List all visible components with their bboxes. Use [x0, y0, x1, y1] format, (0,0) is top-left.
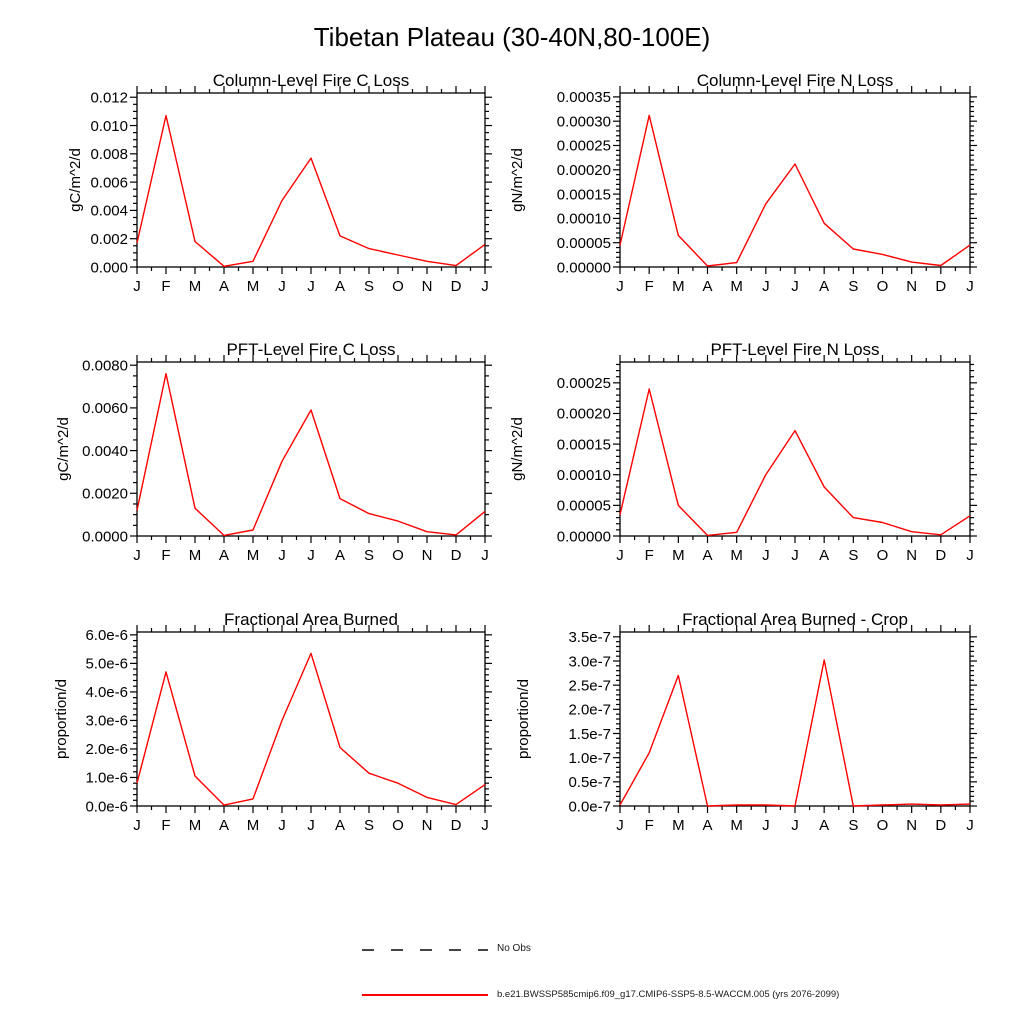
- x-tick-label: J: [791, 817, 799, 834]
- y-tick-label: 0.0060: [82, 400, 128, 418]
- y-tick-label: 0.0020: [82, 485, 128, 503]
- x-tick-label: J: [966, 817, 974, 834]
- x-tick-label: S: [848, 278, 859, 295]
- x-tick-label: D: [935, 278, 947, 295]
- plot-frame: [620, 93, 970, 267]
- x-tick-label: S: [848, 547, 859, 564]
- x-tick-label: J: [762, 278, 770, 295]
- y-tick-label: 0.0000: [82, 528, 128, 546]
- x-tick-label: A: [819, 547, 830, 564]
- x-tick-label: D: [450, 547, 462, 564]
- y-tick-label: 0.004: [90, 202, 128, 220]
- legend-no-obs-label: No Obs: [497, 943, 531, 954]
- x-tick-label: M: [730, 817, 743, 834]
- x-tick-label: J: [481, 547, 489, 564]
- x-tick-label: S: [848, 817, 859, 834]
- data-line: [137, 374, 485, 536]
- y-tick-label: 0.00015: [556, 186, 611, 204]
- y-tick-label: 3.5e-7: [568, 629, 611, 647]
- x-tick-label: M: [672, 547, 685, 564]
- y-tick-label: 0.00025: [556, 137, 611, 155]
- chart-pft-level-fire-c-loss: [55, 340, 492, 564]
- y-tick-label: 0.00005: [556, 497, 611, 515]
- x-tick-label: M: [672, 278, 685, 295]
- x-tick-label: F: [644, 817, 654, 834]
- subplot-title: Fractional Area Burned - Crop: [682, 610, 908, 629]
- y-tick-label: 5.0e-6: [85, 655, 128, 673]
- x-tick-label: A: [819, 817, 830, 834]
- data-line: [620, 389, 970, 535]
- y-axis-label: gC/m^2/d: [55, 417, 72, 481]
- y-tick-label: 0.00005: [556, 234, 611, 252]
- x-tick-label: J: [278, 817, 286, 834]
- data-line: [137, 653, 485, 805]
- y-tick-label: 0.012: [90, 89, 128, 107]
- legend-model-label: b.e21.BWSSP585cmip6.f09_g17.CMIP6-SSP5-8.5-WACCM.005 (yrs 2076-2099): [497, 989, 840, 1000]
- y-tick-label: 2.5e-7: [568, 677, 611, 695]
- x-tick-label: J: [966, 547, 974, 564]
- chart-fractional-area-burned-crop: [515, 610, 977, 834]
- x-tick-label: A: [218, 278, 230, 295]
- legend-model-line: [362, 994, 488, 996]
- x-tick-label: M: [730, 547, 743, 564]
- y-tick-label: 0.000: [90, 259, 128, 277]
- x-tick-label: M: [188, 547, 202, 564]
- x-tick-label: N: [421, 278, 433, 295]
- y-axis-label: proportion/d: [515, 678, 532, 760]
- x-tick-label: J: [762, 547, 770, 564]
- x-tick-label: A: [218, 547, 230, 564]
- x-tick-label: D: [450, 278, 462, 295]
- x-tick-label: M: [730, 278, 743, 295]
- y-tick-label: 0.0e-6: [85, 798, 128, 816]
- x-tick-label: O: [392, 817, 404, 834]
- x-tick-label: N: [421, 817, 433, 834]
- x-tick-label: A: [702, 817, 713, 834]
- y-tick-label: 0.00020: [556, 405, 611, 423]
- x-tick-label: A: [218, 817, 230, 834]
- x-tick-label: J: [762, 817, 770, 834]
- x-tick-label: A: [334, 547, 346, 564]
- y-tick-label: 4.0e-6: [85, 684, 128, 702]
- x-tick-label: J: [481, 817, 489, 834]
- plot-frame: [137, 632, 485, 806]
- x-tick-label: S: [363, 278, 375, 295]
- x-tick-label: J: [307, 817, 315, 834]
- y-tick-label: 0.002: [90, 230, 128, 248]
- x-tick-label: J: [133, 817, 141, 834]
- x-tick-label: J: [616, 278, 624, 295]
- x-tick-label: M: [246, 817, 260, 834]
- x-tick-label: J: [133, 547, 141, 564]
- x-tick-label: F: [161, 817, 171, 834]
- x-tick-label: J: [481, 278, 489, 295]
- x-tick-label: A: [819, 278, 830, 295]
- x-tick-label: N: [906, 817, 918, 834]
- y-tick-label: 0.00015: [556, 436, 611, 454]
- y-tick-label: 0.5e-7: [568, 774, 611, 792]
- x-tick-label: O: [392, 278, 404, 295]
- x-tick-label: N: [906, 547, 918, 564]
- y-tick-label: 3.0e-6: [85, 712, 128, 730]
- plot-frame: [137, 93, 485, 267]
- x-tick-label: O: [876, 278, 889, 295]
- x-tick-label: D: [935, 817, 947, 834]
- y-tick-label: 0.00000: [556, 259, 611, 277]
- x-tick-label: S: [363, 817, 375, 834]
- y-axis-label: gN/m^2/d: [509, 417, 526, 481]
- y-tick-label: 0.00020: [556, 162, 611, 180]
- y-tick-label: 1.0e-7: [568, 749, 611, 767]
- y-tick-label: 3.0e-7: [568, 653, 611, 671]
- y-tick-label: 0.00000: [556, 528, 611, 546]
- x-tick-label: J: [966, 278, 974, 295]
- x-tick-label: O: [876, 547, 889, 564]
- data-line: [620, 115, 970, 266]
- x-tick-label: J: [791, 278, 799, 295]
- x-tick-label: O: [876, 817, 889, 834]
- x-tick-label: A: [334, 817, 346, 834]
- chart-column-level-fire-c-loss: [67, 71, 492, 295]
- x-tick-label: J: [278, 278, 286, 295]
- chart-pft-level-fire-n-loss: [509, 340, 977, 564]
- x-tick-label: F: [161, 547, 171, 564]
- x-tick-label: O: [392, 547, 404, 564]
- y-axis-label: gC/m^2/d: [67, 148, 84, 212]
- y-tick-label: 0.00010: [556, 466, 611, 484]
- x-tick-label: A: [702, 278, 713, 295]
- x-tick-label: J: [616, 547, 624, 564]
- y-tick-label: 0.008: [90, 146, 128, 164]
- x-tick-label: N: [906, 278, 918, 295]
- x-tick-label: J: [278, 547, 286, 564]
- y-tick-label: 1.0e-6: [85, 769, 128, 787]
- y-tick-label: 0.006: [90, 174, 128, 192]
- chart-fractional-area-burned: [53, 610, 492, 834]
- x-tick-label: D: [935, 547, 947, 564]
- y-tick-label: 2.0e-6: [85, 741, 128, 759]
- x-tick-label: M: [246, 278, 260, 295]
- x-tick-label: A: [334, 278, 346, 295]
- x-tick-label: M: [672, 817, 685, 834]
- legend-no-obs-line: [362, 949, 488, 951]
- subplot-title: PFT-Level Fire N Loss: [710, 340, 880, 359]
- subplot-title: PFT-Level Fire C Loss: [226, 340, 396, 359]
- x-tick-label: N: [421, 547, 433, 564]
- x-tick-label: S: [363, 547, 375, 564]
- plot-frame: [620, 632, 970, 806]
- y-axis-label: gN/m^2/d: [509, 148, 526, 212]
- x-tick-label: J: [791, 547, 799, 564]
- y-tick-label: 0.0040: [82, 442, 128, 460]
- plot-frame: [137, 362, 485, 536]
- y-tick-label: 0.0e-7: [568, 798, 611, 816]
- y-tick-label: 0.010: [90, 117, 128, 135]
- subplot-title: Column-Level Fire C Loss: [212, 71, 410, 90]
- x-tick-label: F: [644, 547, 654, 564]
- x-tick-label: J: [307, 278, 315, 295]
- y-tick-label: 0.00030: [556, 113, 611, 131]
- x-tick-label: J: [133, 278, 141, 295]
- y-axis-label: proportion/d: [53, 678, 70, 760]
- y-tick-label: 2.0e-7: [568, 701, 611, 719]
- y-tick-label: 6.0e-6: [85, 627, 128, 645]
- data-line: [620, 660, 970, 806]
- subplot-title: Column-Level Fire N Loss: [696, 71, 894, 90]
- chart-column-level-fire-n-loss: [509, 71, 977, 295]
- x-tick-label: M: [246, 547, 260, 564]
- x-tick-label: A: [702, 547, 713, 564]
- data-line: [137, 116, 485, 267]
- x-tick-label: M: [188, 817, 202, 834]
- subplot-title: Fractional Area Burned: [224, 610, 398, 629]
- y-tick-label: 0.00035: [556, 89, 611, 107]
- y-tick-label: 1.5e-7: [568, 725, 611, 743]
- x-tick-label: F: [644, 278, 654, 295]
- x-tick-label: J: [307, 547, 315, 564]
- x-tick-label: D: [450, 817, 462, 834]
- plot-frame: [620, 362, 970, 536]
- x-tick-label: M: [188, 278, 202, 295]
- x-tick-label: J: [616, 817, 624, 834]
- y-tick-label: 0.00010: [556, 210, 611, 228]
- x-tick-label: F: [161, 278, 171, 295]
- page-title: Tibetan Plateau (30-40N,80-100E): [313, 22, 711, 52]
- y-tick-label: 0.00025: [556, 375, 611, 393]
- y-tick-label: 0.0080: [82, 357, 128, 375]
